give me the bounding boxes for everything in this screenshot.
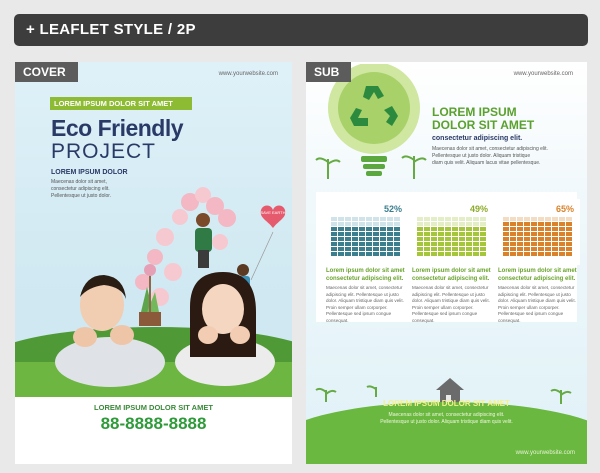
- chart-cell: [524, 222, 530, 226]
- chart-cell: [559, 237, 565, 241]
- chart-cell: [503, 227, 509, 231]
- chart-cell: [531, 227, 537, 231]
- chart-cell: [517, 252, 523, 256]
- chart-cell: [531, 252, 537, 256]
- chart-cell: [510, 237, 516, 241]
- chart-cell: [524, 242, 530, 246]
- chart-cell: [538, 247, 544, 251]
- chart-cell: [510, 232, 516, 236]
- chart-cell: [345, 237, 351, 241]
- chart-cell: [387, 217, 393, 221]
- chart-cell: [352, 242, 358, 246]
- chart-cell: [517, 237, 523, 241]
- chart-cell: [559, 217, 565, 221]
- chart-cell: [373, 227, 379, 231]
- chart-cell: [473, 217, 479, 221]
- chart-cell: [452, 242, 458, 246]
- chart-cell: [566, 232, 572, 236]
- sub-title: [432, 106, 534, 132]
- chart-cell: [387, 242, 393, 246]
- chart-cell: [380, 232, 386, 236]
- chart-cell: [524, 252, 530, 256]
- cover-subheading: LOREM IPSUM DOLOR: [51, 169, 128, 176]
- cover-body-line: consectetur adipiscing elit.: [51, 186, 110, 192]
- chart-cell: [459, 232, 465, 236]
- chart-cell: [417, 217, 423, 221]
- chart-cell: [559, 252, 565, 256]
- chart-cell: [538, 232, 544, 236]
- chart-cell: [366, 237, 372, 241]
- chart-cell: [424, 217, 430, 221]
- chart-cell: [545, 252, 551, 256]
- column-text: Maecenas dolor sit amet, consectetur adipiscing elit. Pellentesque ut justo dolor. Aliquam tristique diam quis velit. Proin semper ullam corporper. Pellentesque sed ipsum congue consequat.: [412, 285, 490, 323]
- chart-cell: [387, 252, 393, 256]
- chart-cell: [445, 237, 451, 241]
- chart-cell: [545, 217, 551, 221]
- chart-cell: [552, 252, 558, 256]
- column-text: Maecenas dolor sit amet, consectetur adipiscing elit. Pellentesque ut justo dolor. Aliquam tristique diam quis velit. Proin semper ullam corporper. Pellentesque sed ipsum congue consequat.: [326, 285, 404, 323]
- sub-title-line2: DOLOR SIT AMET: [432, 118, 535, 132]
- sub-panel: [306, 62, 587, 464]
- chart-cell: [473, 237, 479, 241]
- chart-cell: [531, 247, 537, 251]
- chart-cell: [352, 227, 358, 231]
- chart-cell: [503, 237, 509, 241]
- chart-cell: [394, 247, 400, 251]
- sub-title-line1: LOREM IPSUM: [432, 105, 517, 119]
- chart-cell: [431, 232, 437, 236]
- chart-cell: [445, 232, 451, 236]
- chart-cell: [466, 242, 472, 246]
- chart-cell: [566, 247, 572, 251]
- chart-cell: [331, 222, 337, 226]
- chart-cell: [366, 227, 372, 231]
- chart-cell: [466, 227, 472, 231]
- chart-cell: [510, 242, 516, 246]
- chart-cell: [452, 227, 458, 231]
- chart-cell: [452, 232, 458, 236]
- chart-cell: [473, 247, 479, 251]
- couple-photo: [40, 257, 280, 397]
- recycle-bulb-illustration: [314, 64, 434, 194]
- chart-cell: [466, 247, 472, 251]
- chart-cell: [424, 252, 430, 256]
- chart-cell: [424, 227, 430, 231]
- chart-cell: [566, 252, 572, 256]
- chart-cell: [552, 232, 558, 236]
- chart-cell: [438, 247, 444, 251]
- chart-cell: [531, 237, 537, 241]
- chart-cell: [452, 247, 458, 251]
- column-heading: Lorem ipsum dolor sit amet: [498, 268, 577, 274]
- chart-cell: [424, 242, 430, 246]
- chart-cell: [387, 232, 393, 236]
- chart-cell: [394, 217, 400, 221]
- chart-cell: [559, 227, 565, 231]
- chart-cell: [373, 252, 379, 256]
- chart-cell: [338, 232, 344, 236]
- chart-cell: [466, 217, 472, 221]
- chart-cell: [359, 247, 365, 251]
- chart-cell: [531, 222, 537, 226]
- chart-cell: [366, 232, 372, 236]
- column-subheading: consectetur adipiscing elit.: [326, 276, 404, 282]
- chart-cell: [538, 237, 544, 241]
- chart-cell: [373, 217, 379, 221]
- chart-cell: [438, 237, 444, 241]
- chart-cell: [503, 232, 509, 236]
- cover-title-line2: PROJECT: [51, 140, 157, 163]
- chart-cell: [552, 237, 558, 241]
- chart-cell: [510, 222, 516, 226]
- chart-cell: [338, 252, 344, 256]
- chart-cell: [417, 227, 423, 231]
- chart-cell: [352, 247, 358, 251]
- sub-intro-line: diam quis velit. Aliquam lacus vitae pellentesque.: [432, 160, 541, 166]
- chart-cell: [517, 217, 523, 221]
- sub-footer-line: Maecenas dolor sit amet, consectetur adipiscing elit.: [388, 412, 505, 418]
- chart-cell: [545, 242, 551, 246]
- page-header: [14, 14, 588, 46]
- chart-cell: [531, 242, 537, 246]
- chart-cell: [373, 247, 379, 251]
- chart-cell: [452, 252, 458, 256]
- info-column-1: [326, 267, 406, 325]
- chart-2: [412, 199, 494, 265]
- chart-cell: [473, 252, 479, 256]
- chart-cell: [338, 217, 344, 221]
- column-heading: Lorem ipsum dolor sit amet: [412, 268, 491, 274]
- chart-cell: [366, 217, 372, 221]
- cover-body-line: Maecenas dolor sit amet,: [51, 179, 107, 185]
- chart-cell: [387, 222, 393, 226]
- chart-cell: [459, 222, 465, 226]
- chart-cell: [466, 232, 472, 236]
- chart-cell: [538, 242, 544, 246]
- chart-cell: [459, 252, 465, 256]
- chart-cell: [545, 247, 551, 251]
- chart-cell: [503, 242, 509, 246]
- cover-phone: 88-8888-8888: [100, 414, 207, 433]
- chart-cell: [380, 252, 386, 256]
- chart-cell: [438, 217, 444, 221]
- cover-website: www.yourwebsite.com: [218, 71, 278, 77]
- chart-cell: [431, 222, 437, 226]
- chart-cell: [466, 252, 472, 256]
- chart-cell: [438, 242, 444, 246]
- chart-cell: [373, 232, 379, 236]
- chart-cell: [517, 247, 523, 251]
- chart-3: [498, 199, 580, 265]
- sub-website-top: www.yourwebsite.com: [513, 71, 573, 77]
- chart-cell: [380, 237, 386, 241]
- chart-cell: [380, 217, 386, 221]
- chart-cell: [473, 232, 479, 236]
- chart-1: [326, 199, 408, 265]
- chart-cell: [394, 242, 400, 246]
- chart-cell: [445, 217, 451, 221]
- chart-cell: [373, 242, 379, 246]
- chart-cell: [331, 232, 337, 236]
- chart-cell: [517, 227, 523, 231]
- chart-cell: [559, 232, 565, 236]
- chart-cell: [345, 242, 351, 246]
- column-subheading: consectetur adipiscing elit.: [498, 276, 576, 282]
- chart-cell: [431, 237, 437, 241]
- chart-cell: [552, 242, 558, 246]
- chart-cell: [387, 247, 393, 251]
- chart-cell: [331, 237, 337, 241]
- info-column-3: [498, 267, 578, 325]
- chart-cell: [473, 222, 479, 226]
- cover-panel: [15, 62, 292, 464]
- chart-cell: [345, 232, 351, 236]
- chart-cell: [331, 252, 337, 256]
- column-text: Maecenas dolor sit amet, consectetur adipiscing elit. Pellentesque ut justo dolor. Aliquam tristique diam quis velit. Proin semper ullam corporper. Pellentesque sed ipsum congue consequat.: [498, 285, 576, 323]
- chart-cell: [559, 222, 565, 226]
- chart-cell: [566, 227, 572, 231]
- chart-cell: [366, 247, 372, 251]
- chart-cell: [359, 242, 365, 246]
- chart-cell: [517, 222, 523, 226]
- chart-cell: [431, 247, 437, 251]
- chart-cell: [552, 247, 558, 251]
- cover-title-line1: Eco Friendly: [51, 115, 184, 141]
- chart-cell: [373, 237, 379, 241]
- chart-cell: [366, 242, 372, 246]
- chart-cell: [338, 222, 344, 226]
- chart-cell: [359, 252, 365, 256]
- chart-cell: [331, 227, 337, 231]
- sub-intro: [432, 146, 548, 167]
- chart-cell: [438, 232, 444, 236]
- chart-cell: [566, 237, 572, 241]
- chart-cell: [538, 227, 544, 231]
- chart-cell: [545, 227, 551, 231]
- chart-cell: [431, 242, 437, 246]
- chart-cell: [394, 252, 400, 256]
- chart-cell: [431, 217, 437, 221]
- chart-cell: [338, 227, 344, 231]
- chart-cell: [417, 222, 423, 226]
- cover-banner: LOREM IPSUM DOLOR SIT AMET: [50, 97, 192, 110]
- cover-footer-heading: LOREM IPSUM DOLOR SIT AMET: [94, 403, 213, 412]
- chart-cell: [566, 217, 572, 221]
- chart-cell: [459, 217, 465, 221]
- chart-cell: [480, 242, 486, 246]
- chart-cell: [387, 227, 393, 231]
- cover-tag: COVER: [15, 62, 78, 82]
- chart-cell: [345, 252, 351, 256]
- column-heading: Lorem ipsum dolor sit amet: [326, 268, 405, 274]
- woman-photo-figure: [175, 272, 275, 386]
- chart-cell: [473, 242, 479, 246]
- chart-cell: [331, 217, 337, 221]
- chart-cell: [480, 217, 486, 221]
- chart-cell: [510, 227, 516, 231]
- chart-cell: [480, 247, 486, 251]
- chart-cell: [466, 222, 472, 226]
- chart-cell: [524, 247, 530, 251]
- chart-cell: [431, 252, 437, 256]
- chart-cell: [417, 252, 423, 256]
- chart-cell: [345, 227, 351, 231]
- chart-cell: [531, 217, 537, 221]
- chart-cell: [417, 247, 423, 251]
- chart-cell: [373, 222, 379, 226]
- chart-cell: [380, 247, 386, 251]
- chart-cell: [417, 237, 423, 241]
- sub-subtitle: consectetur adipiscing elit.: [432, 135, 523, 142]
- chart-cell: [480, 237, 486, 241]
- chart-cell: [366, 222, 372, 226]
- chart-cell: [445, 242, 451, 246]
- sub-intro-line: Pellentesque ut justo dolor. Aliquam tristique: [432, 153, 531, 159]
- chart-cell: [480, 227, 486, 231]
- chart-cell: [459, 227, 465, 231]
- hill-illustration: [306, 332, 587, 464]
- chart-cell: [524, 227, 530, 231]
- chart-3-percent: 65%: [555, 204, 574, 214]
- chart-cell: [531, 232, 537, 236]
- chart-cell: [424, 247, 430, 251]
- chart-cell: [445, 222, 451, 226]
- chart-cell: [480, 252, 486, 256]
- chart-cell: [394, 227, 400, 231]
- chart-cell: [503, 217, 509, 221]
- chart-cell: [359, 217, 365, 221]
- header-title: + LEAFLET STYLE / 2P: [26, 21, 196, 38]
- chart-cell: [545, 237, 551, 241]
- chart-cell: [359, 222, 365, 226]
- chart-cell: [366, 252, 372, 256]
- chart-cell: [559, 242, 565, 246]
- chart-cell: [445, 252, 451, 256]
- chart-cell: [524, 232, 530, 236]
- chart-cell: [510, 252, 516, 256]
- sub-footer-heading: LOREM IPSUM DOLOR SIT AMET: [383, 399, 510, 408]
- chart-cell: [438, 252, 444, 256]
- sub-footer-line: Pellentesque ut justo dolor. Aliquam tristique diam quis velit.: [380, 419, 513, 425]
- balloon-text: SAVE EARTH: [260, 210, 286, 215]
- cover-body-line: Pellentesque ut justo dolor.: [51, 193, 112, 199]
- column-subheading: consectetur adipiscing elit.: [412, 276, 490, 282]
- chart-cell: [338, 247, 344, 251]
- chart-cell: [503, 222, 509, 226]
- chart-cell: [552, 217, 558, 221]
- chart-cell: [503, 252, 509, 256]
- chart-cell: [545, 232, 551, 236]
- chart-cell: [445, 247, 451, 251]
- chart-cell: [424, 222, 430, 226]
- chart-cell: [417, 232, 423, 236]
- chart-cell: [352, 252, 358, 256]
- chart-cell: [394, 222, 400, 226]
- chart-cell: [538, 217, 544, 221]
- chart-cell: [338, 242, 344, 246]
- sub-intro-line: Maecenas dolor sit amet, consectetur adipiscing elit.: [432, 146, 548, 152]
- info-column-2: [412, 267, 492, 325]
- chart-cell: [559, 247, 565, 251]
- chart-cell: [345, 217, 351, 221]
- chart-cell: [552, 222, 558, 226]
- chart-1-percent: 52%: [383, 204, 402, 214]
- chart-cell: [510, 217, 516, 221]
- chart-cell: [445, 227, 451, 231]
- chart-cell: [380, 227, 386, 231]
- chart-cell: [459, 237, 465, 241]
- chart-cell: [524, 217, 530, 221]
- man-figure: [55, 275, 165, 387]
- chart-cell: [359, 232, 365, 236]
- chart-cell: [452, 237, 458, 241]
- sub-tag: SUB: [306, 62, 351, 82]
- chart-cell: [452, 222, 458, 226]
- chart-cell: [517, 232, 523, 236]
- chart-cell: [438, 222, 444, 226]
- chart-cell: [338, 237, 344, 241]
- chart-cell: [459, 242, 465, 246]
- chart-cell: [566, 222, 572, 226]
- chart-cell: [331, 247, 337, 251]
- chart-cell: [552, 227, 558, 231]
- chart-cell: [480, 222, 486, 226]
- chart-cell: [352, 232, 358, 236]
- sub-footer-text: [306, 412, 587, 426]
- chart-cell: [387, 237, 393, 241]
- chart-cell: [452, 217, 458, 221]
- sub-website-bottom: www.yourwebsite.com: [515, 450, 575, 456]
- chart-cell: [352, 217, 358, 221]
- chart-cell: [510, 247, 516, 251]
- chart-cell: [459, 247, 465, 251]
- chart-cell: [517, 242, 523, 246]
- chart-cell: [524, 237, 530, 241]
- chart-cell: [359, 227, 365, 231]
- chart-cell: [394, 232, 400, 236]
- chart-cell: [380, 242, 386, 246]
- chart-cell: [345, 222, 351, 226]
- chart-cell: [466, 237, 472, 241]
- chart-cell: [438, 227, 444, 231]
- chart-cell: [352, 222, 358, 226]
- chart-cell: [424, 232, 430, 236]
- chart-cell: [424, 237, 430, 241]
- chart-cell: [431, 227, 437, 231]
- chart-cell: [345, 247, 351, 251]
- chart-2-percent: 49%: [469, 204, 488, 214]
- chart-cell: [359, 237, 365, 241]
- chart-cell: [473, 227, 479, 231]
- chart-cell: [480, 232, 486, 236]
- chart-cell: [566, 242, 572, 246]
- chart-cell: [545, 222, 551, 226]
- chart-cell: [394, 237, 400, 241]
- chart-cell: [538, 252, 544, 256]
- chart-cell: [538, 222, 544, 226]
- chart-cell: [380, 222, 386, 226]
- chart-cell: [331, 242, 337, 246]
- chart-cell: [417, 242, 423, 246]
- chart-cell: [503, 247, 509, 251]
- chart-cell: [352, 237, 358, 241]
